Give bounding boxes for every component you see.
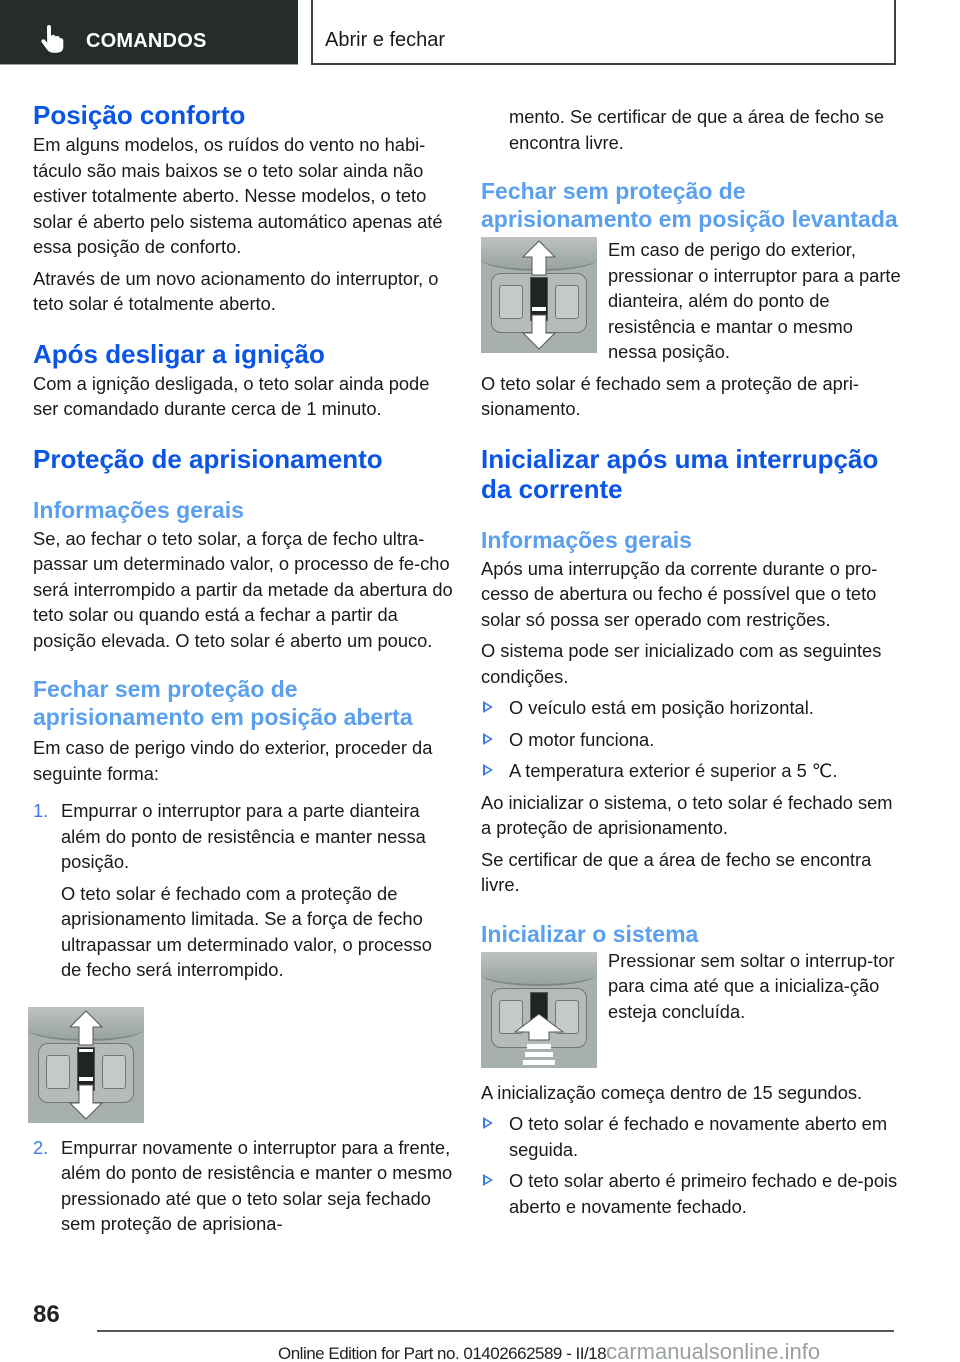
triangle-bullet-icon — [483, 764, 493, 776]
footer-divider — [97, 1330, 894, 1332]
chapter-tab — [0, 0, 298, 65]
double-arrow-icon — [66, 1009, 106, 1121]
step-text: Empurrar o interruptor para a parte dianteira além do ponto de resistência e manter nessa posição. — [61, 800, 426, 872]
switch-illustration-press-up — [481, 952, 597, 1068]
heading-informacoes-gerais: Informações gerais — [33, 496, 244, 523]
chapter-title: COMANDOS — [86, 30, 207, 52]
switch-illustration-push-forward — [28, 1007, 144, 1123]
step-item — [33, 1135, 453, 1237]
paragraph: Com a ignição desligada, o teto solar ainda pode ser comandado durante cerca de 1 minuto. — [33, 372, 430, 419]
paragraph: O sistema pode ser inicializado com as seguintes condições. — [481, 640, 882, 687]
figure-with-text — [481, 949, 901, 1068]
heading-apos-desligar: Após desligar a ignição — [33, 338, 325, 369]
step-text: Empurrar novamente o interruptor para a frente, além do ponto de resistência e manter o mesmo pressionado até que o teto solar seja fechado sem proteção de aprisiona- — [61, 1136, 453, 1234]
triangle-bullet-icon — [483, 733, 493, 745]
result-text: O teto solar é fechado e novamente aberto em seguida. — [509, 1113, 888, 1160]
paragraph: Em caso de perigo do exterior, pressionar o interruptor para a parte dianteira, além do ponto de resistência e mantar o mesmo nessa posição. — [608, 239, 901, 362]
paragraph: A inicialização começa dentro de 15 segundos. — [481, 1081, 863, 1103]
watermark: carmanualsonline.info — [606, 1339, 821, 1362]
paragraph: Após uma interrupção da corrente durante o pro-cesso de abertura ou fecho é possível que o teto solar só possa ser operado com restrições. — [481, 557, 878, 630]
result-text: O teto solar aberto é primeiro fechado e de-pois aberto e novamente fechado. — [509, 1170, 898, 1217]
pointing-hand-icon — [40, 25, 64, 53]
paragraph: mento. Se certificar de que a área de fecho se encontra livre. — [509, 106, 884, 153]
paragraph: Pressionar sem soltar o interrup-tor para cima até que a inicializa-ção esteja concluída. — [608, 949, 895, 1022]
condition-item — [481, 758, 901, 784]
double-arrow-icon — [519, 239, 559, 351]
right-column — [481, 104, 901, 1219]
heading-fechar-aberta: Fechar sem proteção de aprisionamento em posição aberta — [33, 676, 413, 730]
paragraph: Se, ao fechar o teto solar, a força de fecho ultra-passar um determinado valor, o processo de fe-cho será interrompido a partir da metade da abertura do teto solar ou quando está a fechar a partir da posição elevada. O teto solar é aberto um pouco. — [33, 527, 453, 651]
heading-fechar-levantada: Fechar sem proteção de aprisionamento em posição levantada — [481, 178, 898, 232]
condition-item — [481, 727, 901, 753]
footer-edition — [278, 1339, 820, 1362]
paragraph: Em caso de perigo vindo do exterior, proceder da seguinte forma: — [33, 737, 433, 784]
triangle-bullet-icon — [483, 701, 493, 713]
heading-informacoes-gerais: Informações gerais — [481, 526, 692, 553]
paragraph: Através de um novo acionamento do interruptor, o teto solar é totalmente aberto. — [33, 267, 439, 314]
page-number: 86 — [33, 1301, 60, 1328]
triangle-bullet-icon — [483, 1174, 493, 1186]
heading-posicao-conforto: Posição conforto — [33, 100, 246, 130]
step-number: 2. — [33, 1136, 49, 1158]
result-item — [481, 1111, 901, 1162]
step-number: 1. — [33, 800, 49, 821]
condition-text: O motor funciona. — [509, 728, 655, 750]
heading-inicializar-sistema: Inicializar o sistema — [481, 920, 699, 947]
paragraph: Em alguns modelos, os ruídos do vento no habi-táculo são mais baixos se o teto solar ainda não estiver totalmente aberto. Nesse modelos, o teto solar é aberto pelo sistema automático apenas até essa posição de conforto. — [33, 134, 443, 257]
paragraph: Se certificar de que a área de fecho se encontra livre. — [481, 848, 872, 895]
heading-protecao: Proteção de aprisionamento — [33, 443, 383, 474]
condition-text: A temperatura exterior é superior a 5 ℃. — [509, 760, 838, 781]
triangle-bullet-icon — [483, 1117, 493, 1129]
figure-with-text — [481, 237, 901, 365]
step-note: O teto solar é fechado com a proteção de aprisionamento limitada. Se a força de fecho ultrapassar um determinado valor, o processo de fecho será interrompido. — [61, 882, 432, 980]
up-arrow-icon — [511, 1012, 567, 1068]
condition-text: O veículo está em posição horizontal. — [509, 697, 814, 718]
paragraph: O teto solar é fechado sem a proteção de apri-sionamento. — [481, 372, 860, 419]
edition-text: Online Edition for Part no. 01402662589 - II/18 — [278, 1344, 607, 1362]
step-continuation — [481, 104, 901, 155]
switch-illustration-push-forward — [481, 237, 597, 353]
result-item — [481, 1168, 901, 1219]
section-title: Abrir e fechar — [325, 29, 446, 51]
paragraph: Ao inicializar o sistema, o teto solar é fechado sem a proteção de aprisionamento. — [481, 791, 893, 838]
condition-item — [481, 695, 901, 721]
left-column — [33, 100, 453, 1237]
section-tab — [311, 0, 896, 65]
step-item — [33, 798, 453, 983]
heading-inicializar: Inicializar após uma interrupção da corrente — [481, 443, 879, 504]
